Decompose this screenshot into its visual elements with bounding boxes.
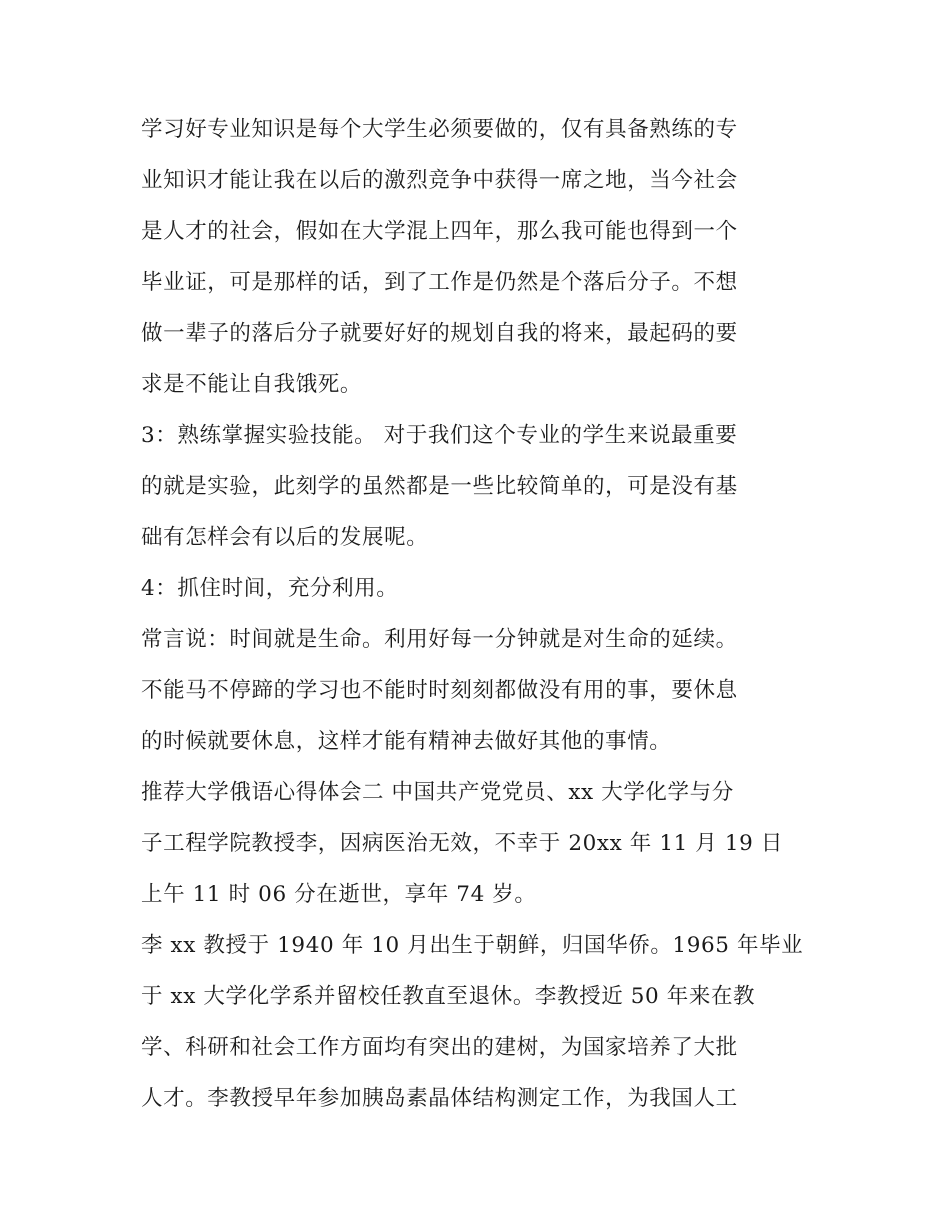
text-line: 础有怎样会有以后的发展呢。 [141, 525, 429, 550]
document-body [141, 104, 821, 1124]
text-line: 学习好专业知识是每个大学生必须要做的，仅有具备熟练的专 [141, 117, 738, 142]
text-line: 做一辈子的落后分子就要好好的规划自我的将来，最起码的要 [141, 321, 738, 346]
text-line: 3：熟练掌握实验技能。 对于我们这个专业的学生来说最重要 [141, 423, 738, 448]
text-line: 的就是实验，此刻学的虽然都是一些比较简单的，可是没有基 [141, 474, 738, 499]
text-line: 求是不能让自我饿死。 [141, 372, 363, 397]
text-line: 毕业证，可是那样的话，到了工作是仍然是个落后分子。不想 [141, 270, 738, 295]
text-line: 的时候就要休息，这样才能有精神去做好其他的事情。 [141, 729, 672, 754]
text-line: 人才。李教授早年参加胰岛素晶体结构测定工作，为我国人工 [141, 1086, 738, 1111]
text-line: 推荐大学俄语心得体会二 中国共产党党员、xx 大学化学与分 [141, 780, 734, 805]
text-line: 不能马不停蹄的学习也不能时时刻刻都做没有用的事，要休息 [141, 678, 738, 703]
text-line: 李 xx 教授于 1940 年 10 月出生于朝鲜，归国华侨。1965 年毕业 [141, 933, 804, 958]
text-line: 学、科研和社会工作方面均有突出的建树，为国家培养了大批 [141, 1035, 738, 1060]
text-line: 常言说：时间就是生命。利用好每一分钟就是对生命的延续。 [141, 627, 738, 652]
text-line: 于 xx 大学化学系并留校任教直至退休。李教授近 50 年来在教 [141, 984, 756, 1009]
text-line: 4：抓住时间，充分利用。 [141, 576, 399, 601]
text-line: 子工程学院教授李，因病医治无效，不幸于 20xx 年 11 月 19 日 [141, 831, 783, 856]
text-line: 是人才的社会，假如在大学混上四年，那么我可能也得到一个 [141, 219, 738, 244]
text-line: 上午 11 时 06 分在逝世，享年 74 岁。 [141, 882, 537, 907]
text-line: 业知识才能让我在以后的激烈竞争中获得一席之地，当今社会 [141, 168, 738, 193]
